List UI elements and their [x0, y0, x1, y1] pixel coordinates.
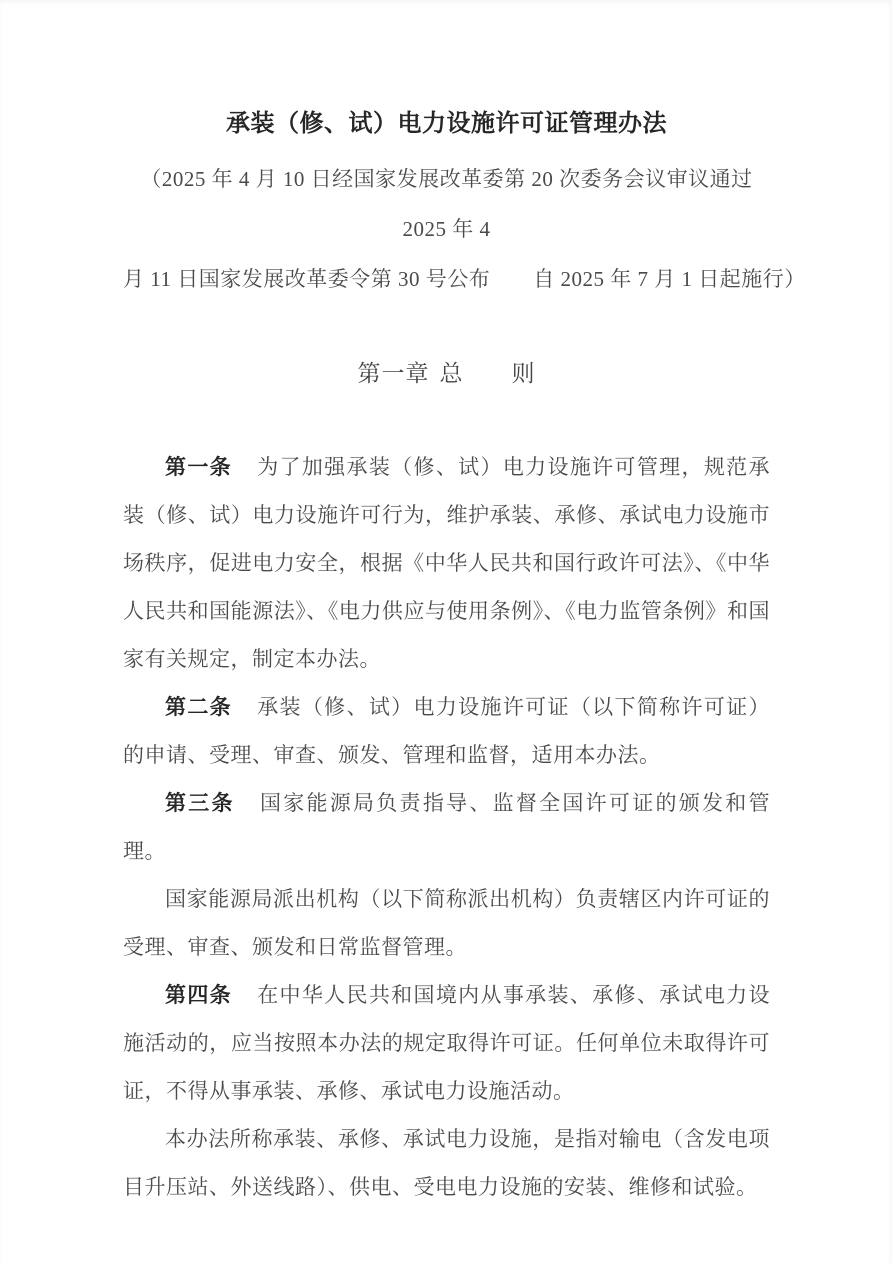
article-number: 第四条 [165, 983, 232, 1007]
document-title: 承装（修、试）电力设施许可证管理办法 [226, 111, 667, 137]
article-text: 本办法所称承装、承修、承试电力设施，是指对输电（含发电项目升压站、外送线路）、供电、受电电力设施的安装、维修和试验。 [123, 1127, 770, 1199]
article-number: 第三条 [165, 791, 235, 815]
article-text: 承装（修、试）电力设施许可证（以下简称许可证）的申请、受理、审查、颁发、管理和监督，适用本办法。 [123, 695, 771, 767]
article-number: 第二条 [165, 695, 232, 719]
preamble-block [123, 154, 806, 304]
article-paragraph [123, 683, 770, 779]
preamble-line-3: 月 11 日国家发展改革委令第 30 号公布 自 2025 年 7 月 1 日起施行） [123, 267, 806, 291]
article-paragraph [123, 875, 770, 971]
article-text: 国家能源局派出机构（以下简称派出机构）负责辖区内许可证的受理、审查、颁发和日常监督管理。 [123, 887, 770, 959]
chapter-title: 总 则 [439, 361, 536, 386]
article-text: 为了加强承装（修、试）电力设施许可管理，规范承装（修、试）电力设施许可行为，维护承装、承修、承试电力设施市场秩序，促进电力安全，根据《中华人民共和国行政许可法》、《中华人民共和国能源法》、《电力供应与使用条例》、《电力监管条例》和国家有关规定，制定本办法。 [123, 455, 771, 671]
chapter-number: 第一章 [357, 361, 430, 386]
article-number: 第一条 [165, 455, 232, 479]
article-paragraph [123, 1115, 770, 1211]
article-paragraph [123, 443, 770, 683]
document-body [123, 443, 770, 1211]
preamble-line-2: 2025 年 4 [402, 217, 491, 241]
article-paragraph [123, 971, 770, 1115]
article-text: 在中华人民共和国境内从事承装、承修、承试电力设施活动的，应当按照本办法的规定取得许可证。任何单位未取得许可证，不得从事承装、承修、承试电力设施活动。 [123, 983, 771, 1103]
article-text: 国家能源局负责指导、监督全国许可证的颁发和管理。 [123, 791, 771, 863]
preamble-line-1: （2025 年 4 月 10 日经国家发展改革委第 20 次委务会议审议通过 [140, 167, 753, 191]
chapter-heading [123, 359, 770, 389]
article-paragraph [123, 779, 770, 875]
